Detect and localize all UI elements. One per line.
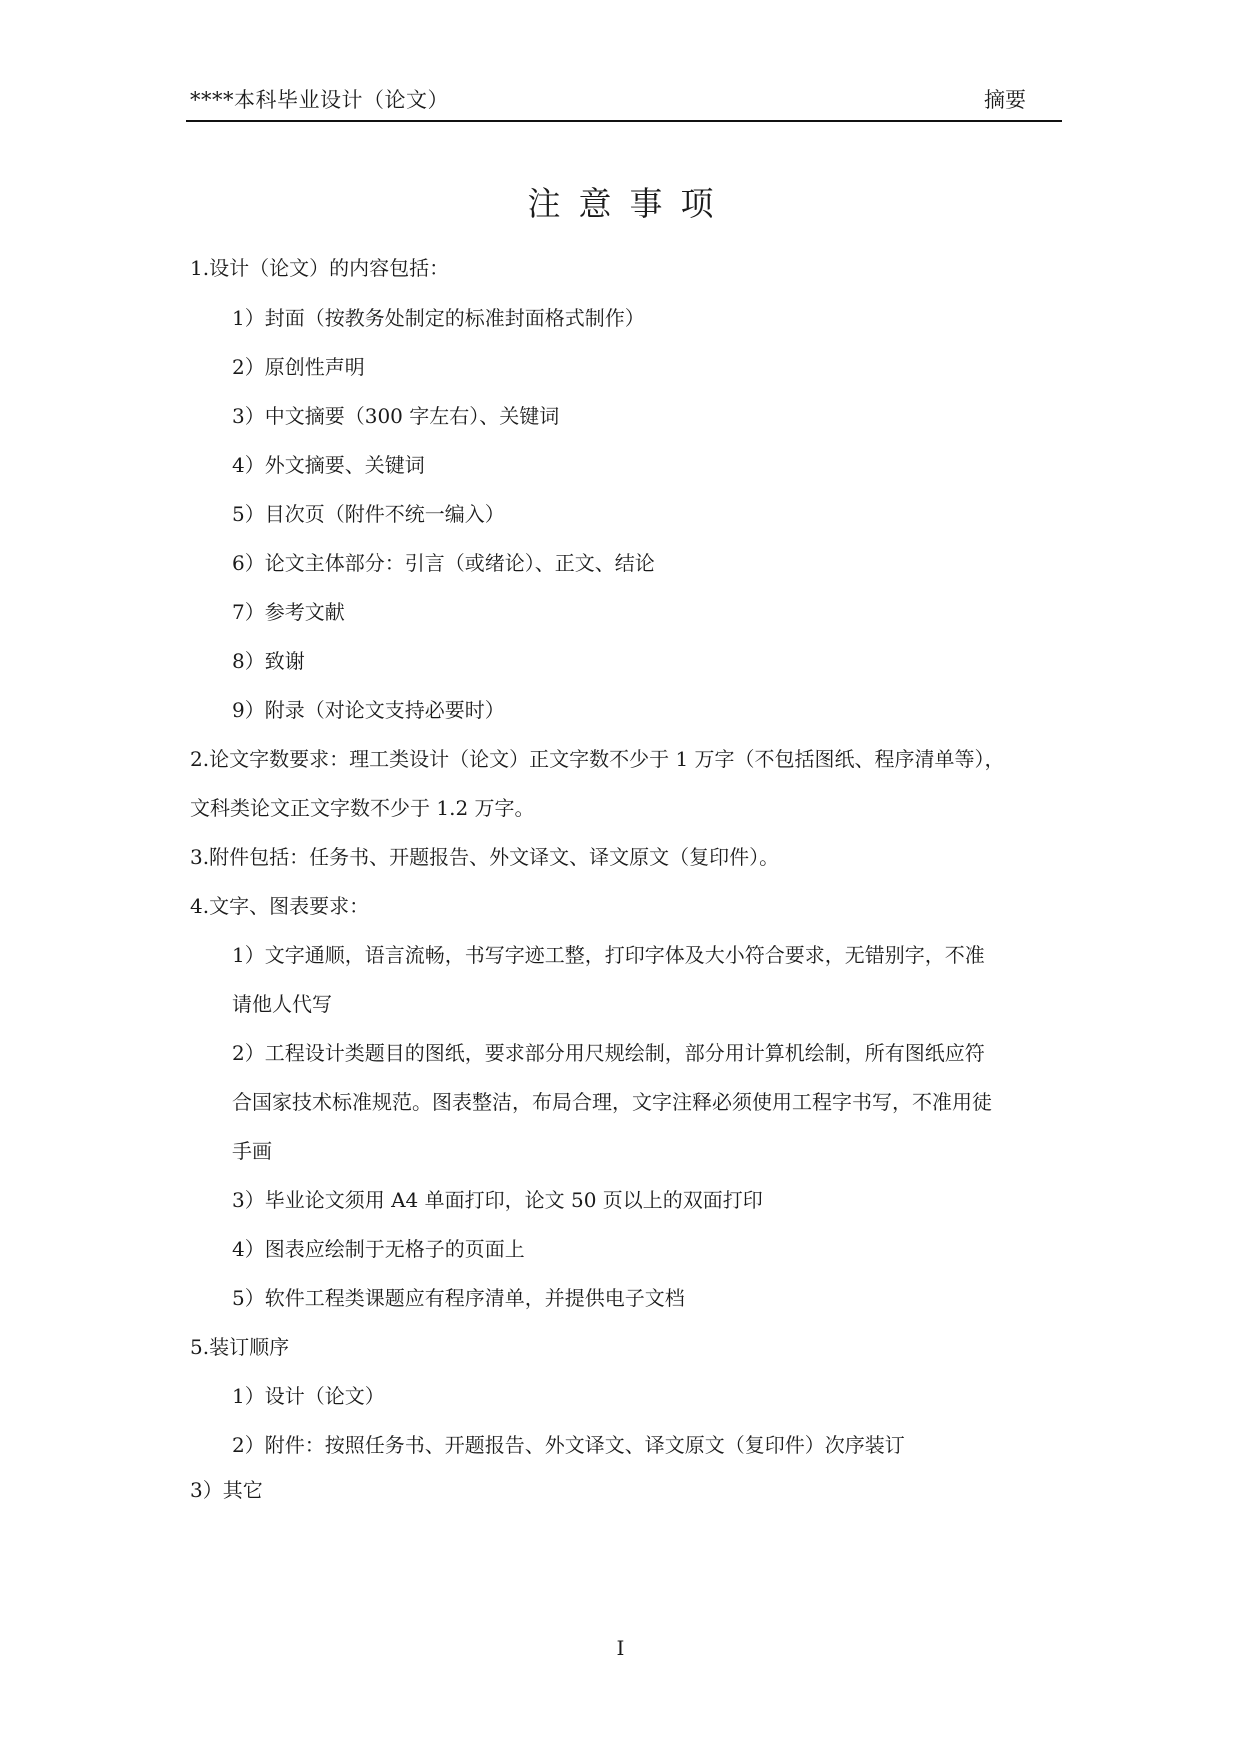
list-item: 2.论文字数要求：理工类设计（论文）正文字数不少于 1 万字（不包括图纸、程序清单等）， [190,747,1005,771]
list-item: 1）设计（论文） [232,1384,385,1408]
list-item: 8）致谢 [232,649,305,673]
list-item: 2）原创性声明 [232,355,365,379]
list-item: 1）文字通顺，语言流畅，书写字迹工整，打印字体及大小符合要求，无错别字，不准 [232,943,985,967]
list-item: 3）其它 [190,1478,263,1502]
page-title: 注意事项 [527,184,732,223]
list-item: 3）毕业论文须用 A4 单面打印，论文 50 页以上的双面打印 [232,1188,763,1212]
list-item: 合国家技术标准规范。图表整洁，布局合理，文字注释必须使用工程字书写，不准用徒 [232,1090,992,1114]
list-item: 文科类论文正文字数不少于 1.2 万字。 [190,796,535,820]
list-item: 5.装订顺序 [190,1335,290,1359]
page-header [186,86,1062,122]
list-item: 1.设计（论文）的内容包括： [190,256,450,280]
list-item: 请他人代写 [232,992,332,1016]
list-item: 9）附录（对论文支持必要时） [232,698,505,722]
header-section-label: 摘要 [984,88,1026,112]
header-thesis-label: ****本科毕业设计（论文） [190,88,449,112]
list-item: 5）目次页（附件不统一编入） [232,502,505,526]
list-item: 7）参考文献 [232,600,345,624]
list-item: 2）附件：按照任务书、开题报告、外文译文、译文原文（复印件）次序装订 [232,1433,905,1457]
list-item: 1）封面（按教务处制定的标准封面格式制作） [232,306,645,330]
page-number: I [616,1636,625,1660]
list-item: 6）论文主体部分：引言（或绪论）、正文、结论 [232,551,655,575]
list-item: 4）外文摘要、关键词 [232,453,425,477]
list-item: 5）软件工程类课题应有程序清单，并提供电子文档 [232,1286,685,1310]
list-item: 3.附件包括：任务书、开题报告、外文译文、译文原文（复印件）。 [190,845,780,869]
list-item: 2）工程设计类题目的图纸，要求部分用尺规绘制，部分用计算机绘制，所有图纸应符 [232,1041,985,1065]
list-item: 4.文字、图表要求： [190,894,370,918]
list-item: 手画 [232,1139,272,1163]
list-item: 3）中文摘要（300 字左右）、关键词 [232,404,560,428]
list-item: 4）图表应绘制于无格子的页面上 [232,1237,525,1261]
